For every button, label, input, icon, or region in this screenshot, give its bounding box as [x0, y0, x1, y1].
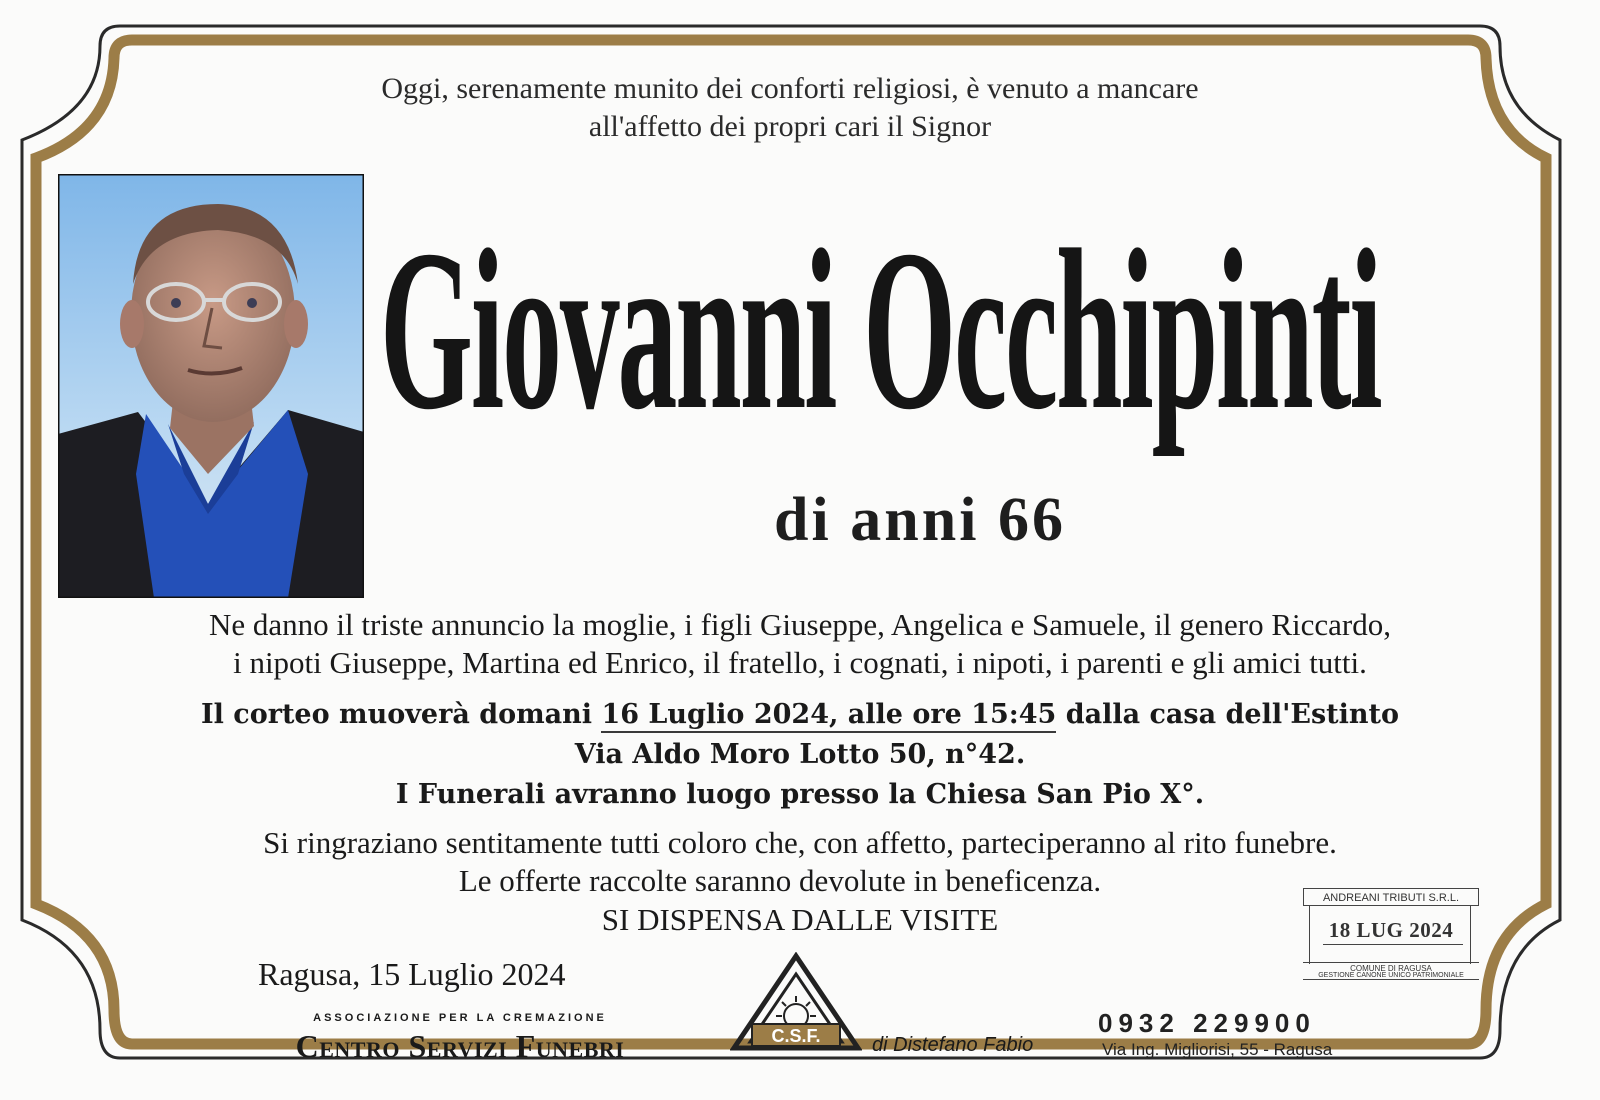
place-date: Ragusa, 15 Luglio 2024	[258, 956, 566, 992]
phone-number: 0932 229900	[1098, 1008, 1316, 1038]
funeral-company-name: Centro Servizi Funebri	[295, 1028, 625, 1064]
csf-logo-icon	[730, 952, 862, 1054]
association-label: ASSOCIAZIONE PER LA CREMAZIONE	[313, 1012, 607, 1024]
family-announcement-line-2: i nipoti Giuseppe, Martina ed Enrico, il fratello, i cognati, i nipoti, i parenti e gli amici tutti.	[233, 645, 1367, 680]
cortege-address: Via Aldo Moro Lotto 50, n°42.	[574, 739, 1026, 770]
cortege-line	[60, 696, 1540, 734]
tax-stamp	[1303, 888, 1479, 990]
stamp-office: GESTIONE CANONE UNICO PATRIMONIALE	[1303, 972, 1479, 980]
company-address: Via Ing. Migliorisi, 55 - Ragusa	[1102, 1040, 1333, 1059]
deceased-name: Giovanni Occhipinti	[380, 202, 1381, 457]
deceased-age: di anni 66	[774, 486, 1066, 554]
offers-text: Le offerte raccolte saranno devolute in beneficenza.	[458, 863, 1102, 898]
intro-text	[240, 70, 1340, 146]
cortege-date-time: 16 Luglio 2024, alle ore 15:45	[601, 699, 1056, 733]
cortege-suffix: dalla casa dell'Estinto	[1056, 699, 1399, 730]
no-visits-text: SI DISPENSA DALLE VISITE	[601, 902, 999, 937]
cortege-prefix: Il corteo muoverà domani	[201, 699, 602, 730]
owner-name: di Distefano Fabio	[872, 1034, 1034, 1056]
deceased-photo	[58, 174, 364, 598]
intro-line-2: all'affetto dei propri cari il Signor	[588, 110, 992, 143]
funeral-location: I Funerali avranno luogo presso la Chiesa San Pio X°.	[395, 779, 1205, 810]
stamp-divider	[1323, 944, 1463, 945]
stamp-date: 18 LUG 2024	[1328, 918, 1454, 942]
stamp-municipality: COMUNE DI RAGUSA	[1303, 962, 1479, 973]
intro-line-1: Oggi, serenamente munito dei conforti religiosi, è venuto a mancare	[381, 72, 1199, 105]
stamp-company: ANDREANI TRIBUTI S.R.L.	[1303, 888, 1479, 906]
family-announcement-line-1: Ne danno il triste annuncio la moglie, i figli Giuseppe, Angelica e Samuele, il genero Riccardo,	[209, 607, 1391, 642]
logo-text: C.S.F.	[771, 1026, 821, 1046]
thanks-text: Si ringraziano sentitamente tutti coloro che, con affetto, parteciperanno al rito funebre.	[263, 825, 1337, 860]
